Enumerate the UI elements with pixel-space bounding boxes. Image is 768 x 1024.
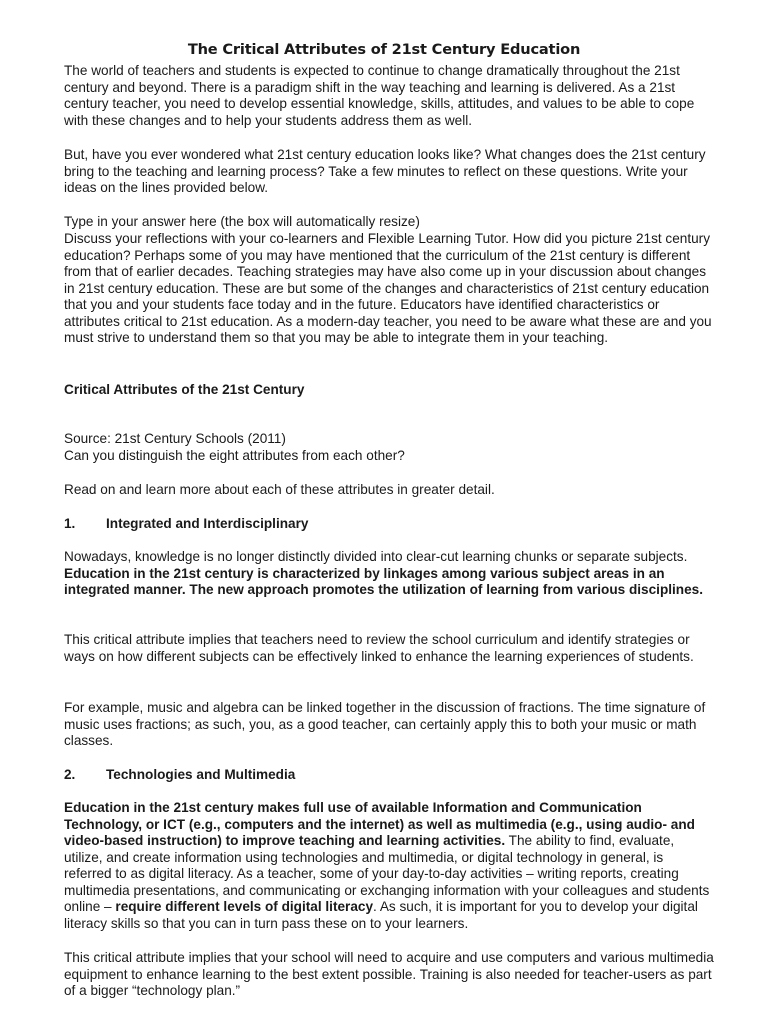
answer-prompt[interactable]: Type in your answer here (the box will automatically resize) [64,214,420,229]
attribute-2-heading [64,767,714,784]
attribute-1-title: Integrated and Interdisciplinary [106,516,309,531]
reflection-question: But, have you ever wondered what 21st century education looks like? What changes does the 21st century bring to the teaching and learning process? Take a few minutes to reflect on these questions. Write your ideas on the lines provided below. [64,147,706,195]
attribute-2-title: Technologies and Multimedia [106,767,296,782]
attribute-2-paragraph-2: This critical attribute implies that your school will need to acquire and use computers and various multimedia equipment to enhance learning to the best extent possible. Training is also needed for teacher-users as part of a bigger “technology plan.” [64,950,714,998]
attribute-1-p1-text: Nowadays, knowledge is no longer distinctly divided into clear-cut learning chunks or separate subjects. [64,549,688,564]
attribute-2-p1-text: The ability to find, evaluate, utilize, and create information using technologies and multimedia, or digital technology in general, is referred to as digital literacy. As a teacher, some of your day-to-day activities – writing reports, creating multimedia presentations, and communicating or exchanging information with your colleagues and students online – [64,833,710,914]
attribute-2-paragraph-1 [64,800,714,932]
attribute-2-p1-emphasis-2: require different levels of digital literacy [115,899,374,914]
distinguish-question: Can you distinguish the eight attributes from each other? [64,448,405,463]
attribute-1-number: 1. [64,516,76,531]
attribute-1-paragraph-3: For example, music and algebra can be linked together in the discussion of fractions. The time signature of music uses fractions; as such, you, as a good teacher, can certainly apply this to both your music or math classes. [64,700,706,748]
attribute-1-paragraph-2: This critical attribute implies that teachers need to review the school curriculum and identify strategies or ways on how different subjects can be effectively linked to enhance the learning experiences of students. [64,632,694,664]
attribute-2-p1-emphasis: Education in the 21st century makes full use of available Information and Communication Technology, or ICT (e.g., computers and the internet) as well as multimedia (e.g., using audio- and video-based instruction) to improve teaching and learning activities. [64,800,695,848]
attribute-2-number: 2. [64,767,76,782]
discussion-paragraph: Discuss your reflections with your co-learners and Flexible Learning Tutor. How did you picture 21st century education? Perhaps some of you may have mentioned that the curriculum of the 21st century is different from that of earlier decades. Teaching strategies may have also come up in your discussion about changes in 21st century education. These are but some of the changes and characteristics of 21st century education that you and your students face today and in the future. Educators have identified characteristics or attributes critical to 21st education. As a modern-day teacher, you need to be aware what these are and you must strive to understand them so that you may be able to integrate them in your teaching. [64,231,712,345]
attribute-1-paragraph-1 [64,549,714,599]
section-heading: Critical Attributes of the 21st Century [64,382,305,397]
read-on-line: Read on and learn more about each of these attributes in greater detail. [64,482,495,497]
attribute-1-heading [64,516,714,533]
attribute-2-p1-text-2: . As such, it is important for you to develop your digital literacy skills so that you can in turn pass these on to your learners. [64,899,698,931]
document-title: The Critical Attributes of 21st Century Education [187,41,581,58]
intro-paragraph: The world of teachers and students is expected to continue to change dramatically throughout the 21st century and beyond. There is a paradigm shift in the way teaching and learning is delivered. As a 21st century teacher, you need to develop essential knowledge, skills, attitudes, and values to be able to cope with these changes and to help your students address them as well. [64,63,695,128]
attribute-1-p1-emphasis: Education in the 21st century is characterized by linkages among various subject areas in an integrated manner. The new approach promotes the utilization of learning from various disciplines. [64,565,704,597]
source-line: Source: 21st Century Schools (2011) [64,431,286,446]
